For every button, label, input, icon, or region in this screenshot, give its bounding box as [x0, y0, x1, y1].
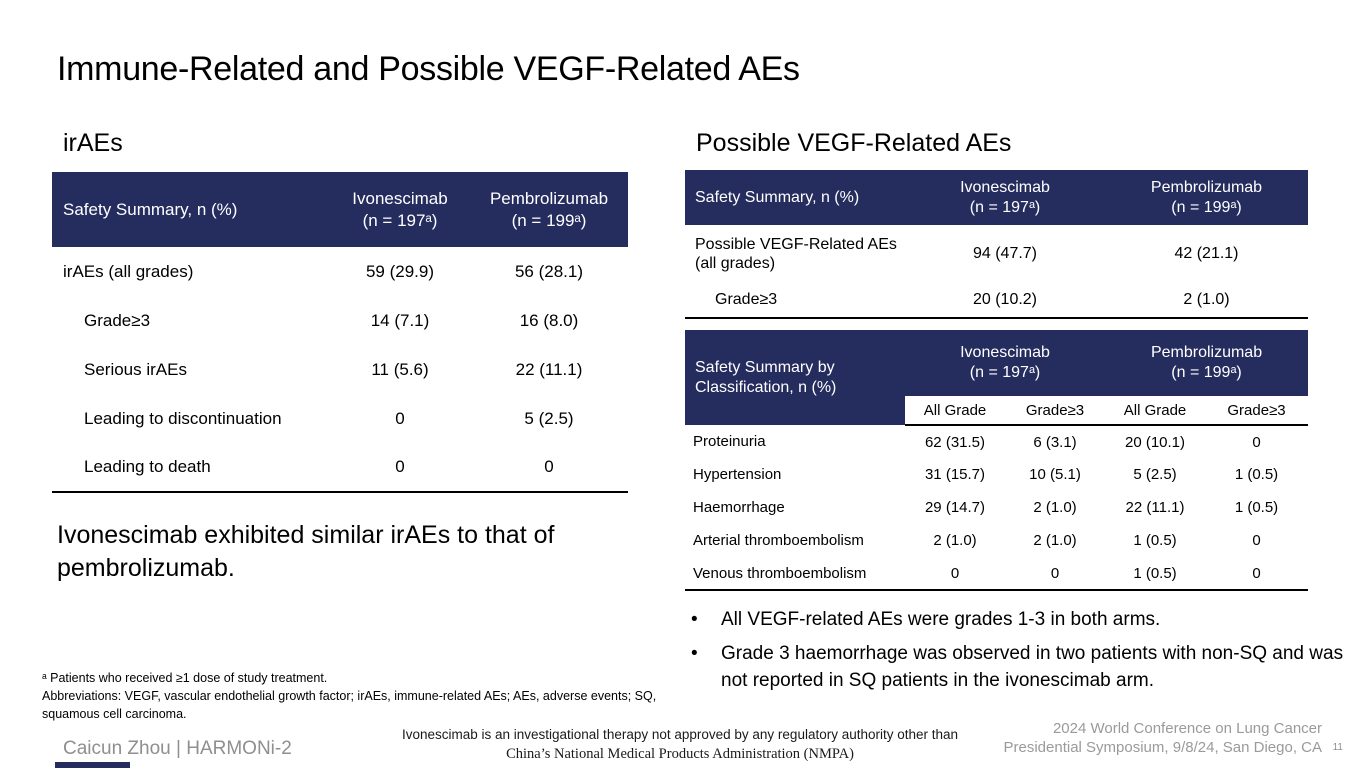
- cell-value: 1 (0.5): [1133, 532, 1177, 549]
- row-label: Possible VEGF-Related AEs (all grades): [695, 235, 897, 272]
- iraes-header-label: Safety Summary, n (%): [52, 172, 330, 247]
- cell-value: 1 (0.5): [1105, 557, 1205, 590]
- cell-value: 5 (2.5): [524, 408, 574, 428]
- page-number: 11: [1332, 742, 1343, 753]
- row-label: Grade≥3: [84, 310, 151, 330]
- table-row: [685, 557, 1308, 590]
- classification-header-label: Safety Summary by Classification, n (%): [685, 330, 905, 425]
- row-label: Arterial thromboembolism: [693, 532, 864, 549]
- column-n-count: (n = 197ᵃ): [969, 198, 1041, 216]
- column-n-count: (n = 197ᵃ): [969, 364, 1041, 381]
- classification-group-pembrolizumab: [1105, 330, 1308, 396]
- column-drug-name: Ivonescimab: [960, 344, 1050, 361]
- column-drug-name: Ivonescimab: [352, 189, 448, 209]
- conference-info: [922, 720, 1322, 758]
- row-label: Leading to death: [52, 443, 330, 492]
- conclusion-statement: Ivonescimab exhibited similar irAEs to that of pembrolizumab.: [57, 521, 555, 582]
- column-n-count: (n = 199ᵃ): [511, 210, 587, 230]
- subheader-grade3: Grade≥3: [1005, 396, 1105, 425]
- table-row: [685, 283, 1308, 318]
- row-label: Haemorrhage: [693, 499, 785, 516]
- cell-value: 16 (8.0): [519, 310, 579, 330]
- list-item: [687, 607, 1347, 634]
- iraes-header-ivonescimab: [330, 172, 470, 247]
- classification-group-header-row: [685, 330, 1308, 396]
- vegf-classification-table: [685, 330, 1308, 591]
- iraes-table-header-row: [52, 172, 628, 247]
- column-n-count: (n = 199ᵃ): [1171, 364, 1242, 381]
- cell-value: 22 (11.1): [515, 359, 583, 379]
- footnote-abbreviations: Abbreviations: VEGF, vascular endothelial growth factor; irAEs, immune-related AEs; AEs, adverse events; SQ, squamous cell carcinoma.: [42, 689, 657, 722]
- footnotes: [42, 669, 667, 723]
- table-row: [685, 458, 1308, 491]
- cell-value: 0: [1252, 532, 1261, 549]
- footnote-dose: ᵃ Patients who received ≥1 dose of study treatment.: [42, 671, 328, 685]
- cell-value: 0: [395, 408, 405, 428]
- cell-value: 22 (11.1): [1125, 499, 1185, 516]
- subheader-grade3: Grade≥3: [1205, 396, 1308, 425]
- vegf-bullet-list: [687, 607, 1347, 702]
- vegf-summary-table: [685, 170, 1308, 319]
- cell-value: 29 (14.7): [924, 499, 986, 516]
- bullet-text: All VEGF-related AEs were grades 1-3 in both arms.: [721, 609, 1161, 630]
- presenter-attribution: Caicun Zhou | HARMONi-2: [63, 738, 292, 759]
- cell-value: 20 (10.2): [905, 283, 1105, 318]
- row-label: Proteinuria: [693, 433, 766, 450]
- vegf-summary-header-pembrolizumab: [1105, 170, 1308, 225]
- bullet-icon: •: [691, 609, 698, 630]
- table-row: [685, 491, 1308, 524]
- list-item: [687, 641, 1347, 695]
- table-row: [685, 425, 1308, 458]
- slide-title: Immune-Related and Possible VEGF-Related AEs: [57, 50, 800, 88]
- cell-value: 20 (10.1): [1124, 433, 1186, 451]
- row-label: irAEs (all grades): [63, 261, 194, 281]
- table-row: [52, 443, 628, 492]
- table-row: [52, 394, 628, 443]
- classification-group-ivonescimab: [905, 330, 1105, 396]
- vegf-summary-header-row: [685, 170, 1308, 225]
- cell-value: 2 (1.0): [1105, 283, 1308, 318]
- iraes-table: [52, 172, 628, 493]
- column-drug-name: Ivonescimab: [960, 178, 1050, 196]
- left-section-title: irAEs: [63, 129, 123, 157]
- cell-value: 0: [905, 557, 1005, 590]
- cell-value: 0: [470, 443, 628, 492]
- cell-value: 1 (0.5): [1234, 499, 1279, 516]
- cell-value: 6 (3.1): [1033, 433, 1077, 451]
- iraes-header-pembrolizumab: [470, 172, 628, 247]
- row-label: Hypertension: [693, 466, 782, 483]
- column-drug-name: Pembrolizumab: [489, 189, 609, 209]
- disclaimer-line-2: China’s National Medical Products Administration (NMPA): [506, 745, 854, 762]
- column-n-count: (n = 199ᵃ): [1171, 198, 1242, 216]
- cell-value: 0: [330, 443, 470, 492]
- table-row: [685, 524, 1308, 557]
- conference-name: 2024 World Conference on Lung Cancer: [1052, 720, 1322, 737]
- bullet-icon: •: [691, 642, 698, 664]
- cell-value: 62 (31.5): [924, 433, 986, 451]
- disclaimer-line-1: Ivonescimab is an investigational therapy not approved by any regulatory authority other than: [401, 727, 959, 742]
- cell-value: 0: [1252, 433, 1261, 451]
- row-label: Serious irAEs: [84, 359, 187, 379]
- bottom-left-accent-bar: [55, 762, 130, 768]
- cell-value: 42 (21.1): [1174, 245, 1239, 262]
- cell-value: 56 (28.1): [514, 261, 584, 281]
- column-drug-name: Pembrolizumab: [1150, 344, 1263, 361]
- row-label: Venous thromboembolism: [685, 557, 905, 590]
- cell-value: 10 (5.1): [1029, 466, 1081, 483]
- subheader-all-grade: All Grade: [905, 396, 1005, 425]
- bullet-text: Grade 3 haemorrhage was observed in two patients with non-SQ and was not reported in SQ patients in the ivonescimab arm.: [721, 642, 1344, 691]
- column-n-count: (n = 197ᵃ): [362, 210, 438, 230]
- cell-value: 0: [1005, 557, 1105, 590]
- column-drug-name: Pembrolizumab: [1150, 178, 1263, 196]
- table-row: [52, 345, 628, 394]
- regulatory-disclaimer: [360, 726, 1000, 764]
- cell-value: 2 (1.0): [1033, 532, 1077, 549]
- cell-value: 1 (0.5): [1234, 466, 1279, 483]
- cell-value: 2 (1.0): [1033, 499, 1077, 516]
- cell-value: 14 (7.1): [370, 310, 430, 330]
- cell-value: 94 (47.7): [972, 245, 1038, 262]
- cell-value: 11 (5.6): [371, 359, 429, 379]
- table-row: [52, 296, 628, 345]
- row-label: Grade≥3: [685, 283, 905, 318]
- subheader-all-grade: All Grade: [1105, 396, 1205, 425]
- table-row: [685, 225, 1308, 283]
- right-section-title: Possible VEGF-Related AEs: [696, 129, 1012, 157]
- table-row: [52, 247, 628, 296]
- cell-value: 59 (29.9): [365, 261, 435, 281]
- cell-value: 0: [1205, 557, 1308, 590]
- row-label: Leading to discontinuation: [84, 408, 282, 428]
- cell-value: 2 (1.0): [933, 532, 977, 549]
- vegf-summary-header-label: Safety Summary, n (%): [685, 170, 905, 225]
- conference-session: Presidential Symposium, 9/8/24, San Diego, CA: [1003, 738, 1322, 756]
- cell-value: 31 (15.7): [924, 466, 986, 483]
- cell-value: 5 (2.5): [1133, 466, 1177, 483]
- vegf-summary-header-ivonescimab: [905, 170, 1105, 225]
